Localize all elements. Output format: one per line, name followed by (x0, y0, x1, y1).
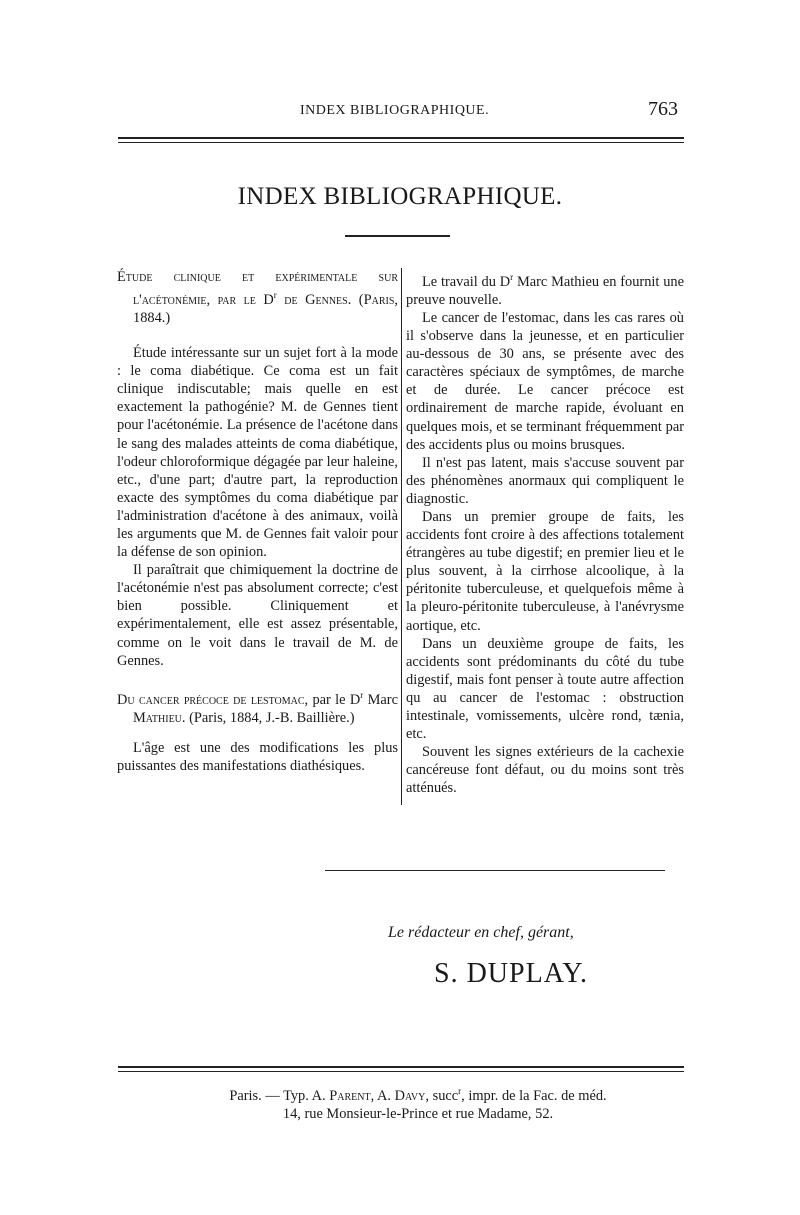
right-p1-b: Marc Mathieu en fournit une preuve nouvelle. (406, 273, 684, 308)
entry1-body2: Il paraîtrait que chimiquement la doctrine de l'acétonémie n'est pas absolument correcte; c'est bien possible. Cliniquement et expérimentalement, elle est assez présentable, comme on le voit dans le travail de M. de Gennes. (117, 562, 398, 669)
header-rule-thick (118, 137, 684, 139)
signature-rule (325, 870, 665, 871)
entry2-heading (117, 686, 398, 727)
entry1-body1: Étude intéressante sur un sujet fort à la mode : le coma diabétique. Ce coma est un fait clinique indiscutable; mais quelle en est exactement la pathogénie? M. de Gennes tient pour l'acétonémie. La présence de l'acétone dans le sang des malades atteints de coma diabétique, l'odeur chloroformique dégagée par leur haleine, etc., d'une part; d'autre part, la reproduction exacte des symptômes du coma diabétique par l'administration d'acétone à des animaux, voilà les arguments que M. de Gennes fait valoir pour la défense de son opinion. (117, 345, 398, 561)
entry1-heading-line1: Étude clinique et expérimentale (117, 269, 358, 285)
entry2-heading-sup: r (360, 689, 364, 700)
entry2-heading-c: Marc (367, 691, 398, 708)
running-title: INDEX BIBLIOGRAPHIQUE. (300, 103, 490, 118)
imprint-line1-b: A. (377, 1087, 391, 1104)
page-title: INDEX BIBLIOGRAPHIQUE. (237, 183, 563, 210)
entry2-heading-a: Du cancer précoce de lestomac, (117, 691, 309, 708)
imprint-printer2: Davy, (394, 1087, 429, 1104)
imprint-printer1: Parent, (329, 1087, 375, 1104)
right-column (406, 268, 684, 798)
title-rule (345, 235, 450, 237)
imprint-rule-thick (118, 1066, 684, 1068)
signature-role: Le rédacteur en chef, gérant, (388, 924, 574, 941)
imprint-line1-c: succ (432, 1087, 459, 1104)
imprint-line2: 14, rue Monsieur-le-Prince et rue Madame, 52. (282, 1106, 554, 1123)
header-rule-thin (118, 142, 684, 143)
right-p1-sup: r (510, 272, 514, 282)
entry1-heading-line2: sur l'acétonémie, par le D (133, 269, 398, 308)
entry2-heading-d: (Paris, 1884, J.-B. Baillière.) (189, 709, 355, 726)
right-p2: Le cancer de l'estomac, dans les cas rares où il s'observe dans la jeunesse, et en particulier au-dessous de 30 ans, se présente avec des caractères spéciaux de symptômes, de marche et de durée. Le cancer précoce est ordinairement de marche rapide, évoluant en quelques mois, et se terminant fréquemment par des accidents plus ou moins brusques. (406, 309, 684, 453)
right-p3: Il n'est pas latent, mais s'accuse souvent par des phénomènes anormaux qui compliquent le diagnostic. (406, 454, 684, 507)
right-p1 (406, 268, 684, 309)
right-p1-a: Le travail du D (422, 273, 511, 290)
entry2-heading-b: par le D (312, 691, 361, 708)
right-p5: Dans un deuxième groupe de faits, les accidents sont prédominants du côté du tube digestif, mais font penser à toute autre affection qu au cancer de l'estomac : obstruction intestinale, vomissements, ulcère rond, tænia, etc. (406, 635, 684, 743)
imprint-line1-sup: r (458, 1086, 462, 1096)
right-p6: Souvent les signes extérieurs de la cachexie cancéreuse font défaut, ou du moins sont très atténués. (406, 744, 684, 797)
entry1-heading-line3: Gennes. (Paris, 1884.) (133, 291, 398, 326)
imprint-line1 (148, 1082, 688, 1105)
entry1-heading-sup: r (273, 290, 277, 301)
entry2-heading-author: Mathieu. (133, 709, 186, 726)
entry1-heading-line2b: de (284, 291, 298, 308)
imprint-rule-thin (118, 1071, 684, 1072)
entry2-body1: L'âge est une des modifications les plus puissantes des manifestations diathésiques. (117, 739, 398, 774)
signature-name: S. DUPLAY. (434, 958, 588, 989)
column-divider (401, 268, 402, 805)
right-p4: Dans un premier groupe de faits, les accidents font croire à des affections totalement étrangères au tube digestif; en premier lieu et le plus souvent, à la cirrhose alcoolique, à la péritonite tuberculeuse, et quelquefois même à la pleuro-péritonite tuberculeuse, à l'anévrysme aortique, etc. (406, 509, 684, 634)
imprint (148, 1082, 688, 1124)
left-column (117, 268, 398, 775)
entry1-heading (117, 268, 398, 327)
page-number: 763 (648, 98, 678, 120)
imprint-line1-a: Paris. — Typ. A. (229, 1087, 326, 1104)
imprint-line1-d: , impr. de la Fac. de méd. (461, 1087, 607, 1104)
